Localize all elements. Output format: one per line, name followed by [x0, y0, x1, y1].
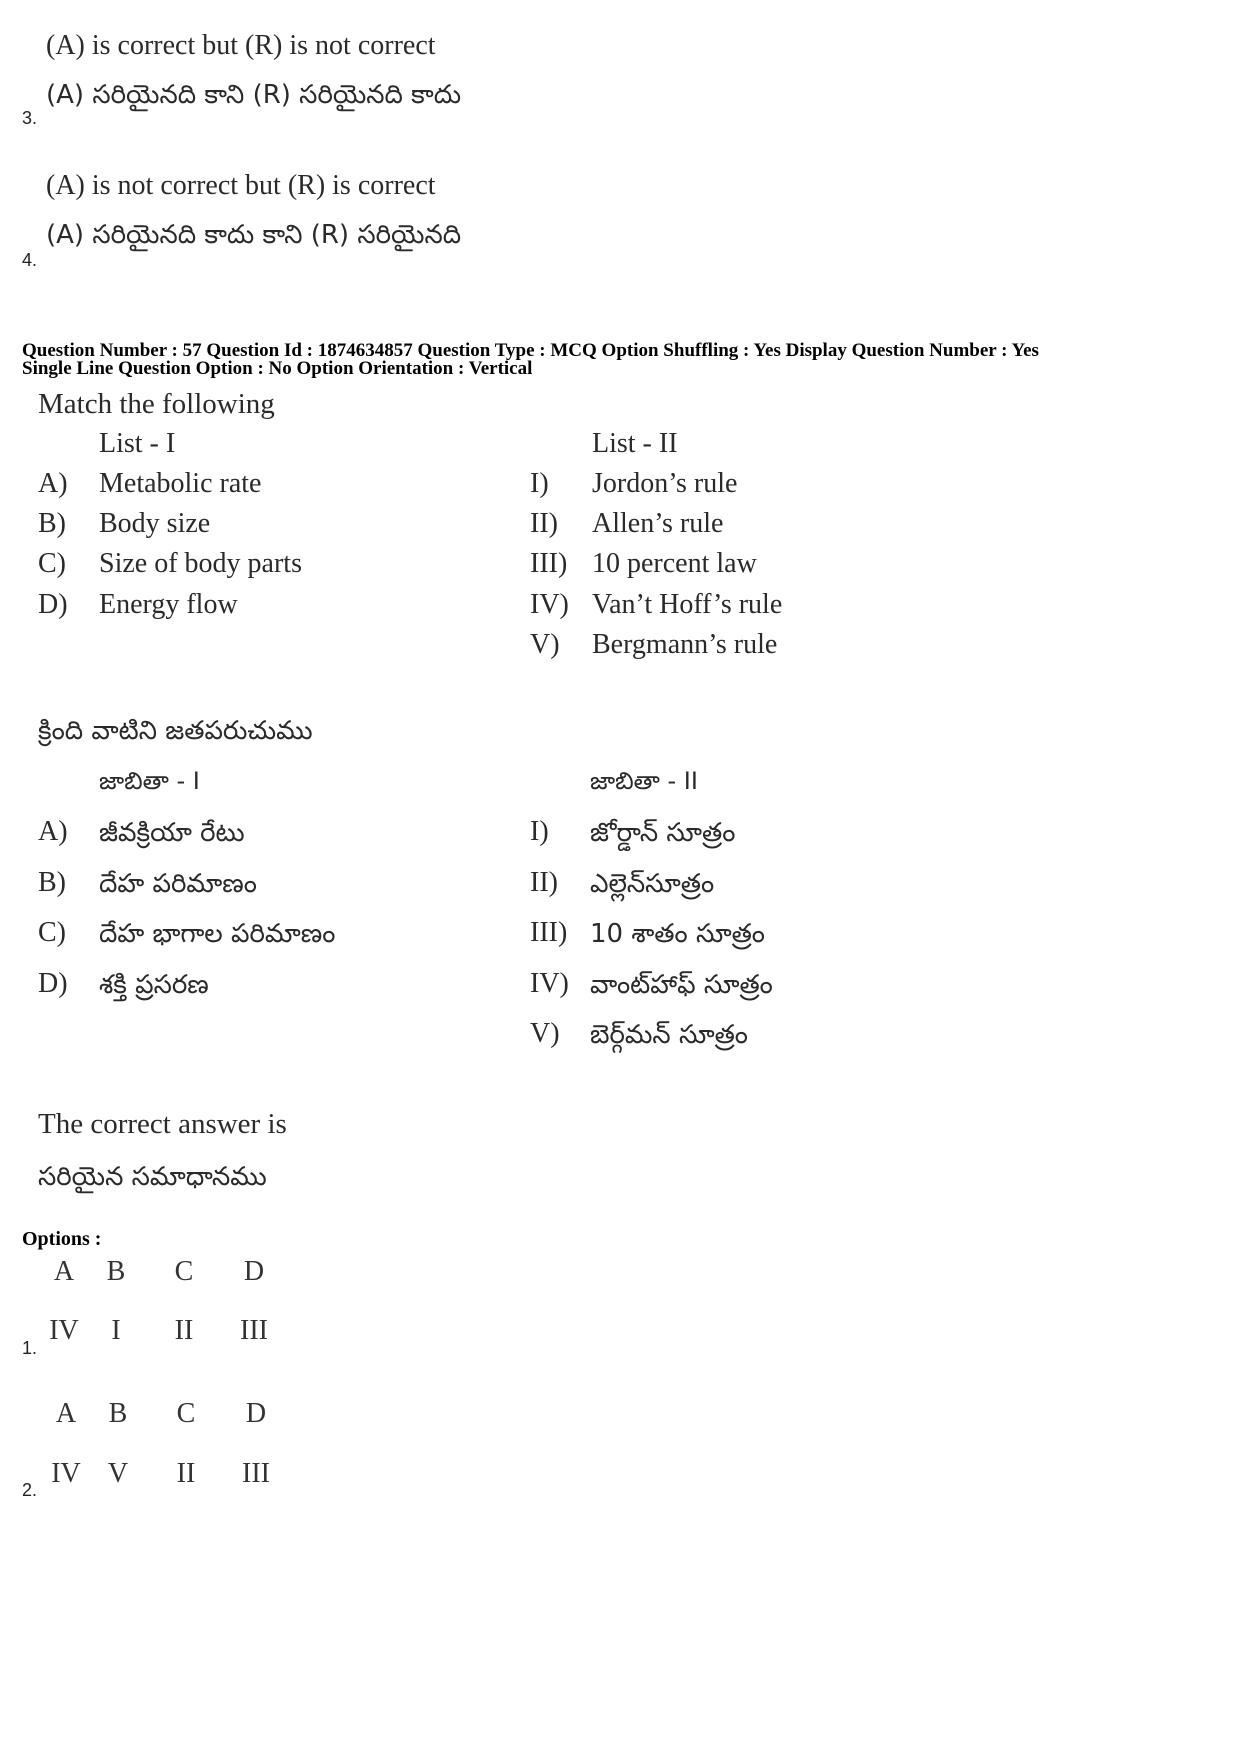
english-list1-item: Size of body parts — [99, 548, 302, 579]
option-2-value-cell: V — [107, 1458, 129, 1489]
telugu-list2-key: II) — [530, 867, 558, 898]
english-list2-item: Bergmann’s rule — [592, 629, 778, 660]
telugu-list2-key: I) — [530, 816, 549, 847]
option-2-header-cell: C — [176, 1398, 196, 1429]
telugu-list1-item: జీవక్రియా రేటు — [99, 818, 245, 848]
english-answer-prompt: The correct answer is — [38, 1108, 287, 1140]
option-1-value-cell: II — [174, 1315, 194, 1346]
english-list2-item: Allen’s rule — [592, 508, 724, 539]
option-2-value-cell: IV — [51, 1458, 81, 1489]
telugu-list1-key: A) — [38, 816, 68, 847]
english-list1-item: Metabolic rate — [99, 468, 262, 499]
english-list2-key: III) — [530, 548, 568, 579]
telugu-list2-item: ఎల్లెన్‌సూత్రం — [590, 869, 715, 899]
english-list2-key: II) — [530, 508, 558, 539]
option-2-header-row — [48, 1398, 292, 1430]
telugu-list2-item: బెర్గ్‌మన్ సూత్రం — [590, 1020, 748, 1050]
english-list2-key: IV) — [530, 589, 569, 620]
english-list2-header: List - II — [592, 428, 678, 459]
telugu-list1-header: జాబితా - I — [99, 767, 200, 795]
telugu-list1-item: దేహ భాగాల పరిమాణం — [99, 919, 336, 949]
question-meta-line-1: Question Number : 57 Question Id : 1874634857 Question Type : MCQ Option Shuffling : Yes Display Question Number : Yes — [22, 340, 1039, 361]
prev-option-4-number[interactable]: 4. — [22, 250, 38, 270]
option-2-value-cell: II — [176, 1458, 196, 1489]
option-2-number[interactable]: 2. — [22, 1480, 38, 1500]
english-heading: Match the following — [38, 388, 275, 420]
option-2-value-cell: III — [242, 1458, 270, 1489]
prev-option-4-telugu: (A) సరియైనది కాదు కాని (R) సరియైనది — [46, 220, 462, 250]
option-1-values-row[interactable] — [46, 1315, 290, 1347]
telugu-list2-key: IV) — [530, 968, 569, 999]
english-list2-key: V) — [530, 629, 560, 660]
prev-option-3-telugu: (A) సరియైనది కాని (R) సరియైనది కాదు — [46, 80, 462, 110]
option-1-value-cell: I — [111, 1315, 121, 1346]
option-1-header-cell: D — [243, 1256, 265, 1287]
telugu-list2-key: III) — [530, 917, 568, 948]
options-label: Options : — [22, 1228, 102, 1250]
prev-option-4-english: (A) is not correct but (R) is correct — [46, 170, 436, 201]
english-list2-key: I) — [530, 468, 549, 499]
english-list2-item: Jordon’s rule — [592, 468, 738, 499]
english-list1-item: Body size — [99, 508, 211, 539]
telugu-answer-prompt: సరియైన సమాధానము — [38, 1162, 267, 1192]
option-1-value-cell: III — [240, 1315, 268, 1346]
option-2-header-cell: D — [245, 1398, 267, 1429]
english-list2-item: Van’t Hoff’s rule — [592, 589, 783, 620]
option-1-value-cell: IV — [49, 1315, 79, 1346]
telugu-list2-item: 10 శాతం సూత్రం — [590, 919, 765, 949]
english-list1-key: B) — [38, 508, 66, 539]
english-list1-key: D) — [38, 589, 68, 620]
option-1-header-row — [46, 1256, 290, 1288]
option-1-header-cell: C — [174, 1256, 194, 1287]
option-2-values-row[interactable] — [48, 1458, 292, 1490]
telugu-list1-key: B) — [38, 867, 66, 898]
option-1-header-cell: A — [53, 1256, 75, 1287]
telugu-list2-item: జోర్డాన్ సూత్రం — [590, 818, 736, 848]
english-list1-item: Energy flow — [99, 589, 238, 620]
prev-option-3-number[interactable]: 3. — [22, 108, 38, 128]
telugu-list1-item: శక్తి ప్రసరణ — [99, 970, 209, 1000]
option-1-number[interactable]: 1. — [22, 1338, 38, 1358]
option-1-header-cell: B — [106, 1256, 126, 1287]
english-list1-key: A) — [38, 468, 68, 499]
question-meta-line-2: Single Line Question Option : No Option Orientation : Vertical — [22, 358, 533, 379]
telugu-list2-header: జాబితా - II — [590, 767, 698, 795]
telugu-list2-key: V) — [530, 1018, 560, 1049]
telugu-list2-item: వాంట్‌హాఫ్ సూత్రం — [590, 970, 773, 1000]
prev-option-3-english: (A) is correct but (R) is not correct — [46, 30, 436, 61]
telugu-heading: క్రింది వాటిని జతపరుచుము — [38, 716, 313, 746]
english-list1-header: List - I — [99, 428, 176, 459]
telugu-list1-key: C) — [38, 917, 66, 948]
english-list1-key: C) — [38, 548, 66, 579]
telugu-list1-key: D) — [38, 968, 68, 999]
telugu-list1-item: దేహ పరిమాణం — [99, 869, 257, 899]
option-2-header-cell: A — [55, 1398, 77, 1429]
english-list2-item: 10 percent law — [592, 548, 757, 579]
option-2-header-cell: B — [108, 1398, 128, 1429]
